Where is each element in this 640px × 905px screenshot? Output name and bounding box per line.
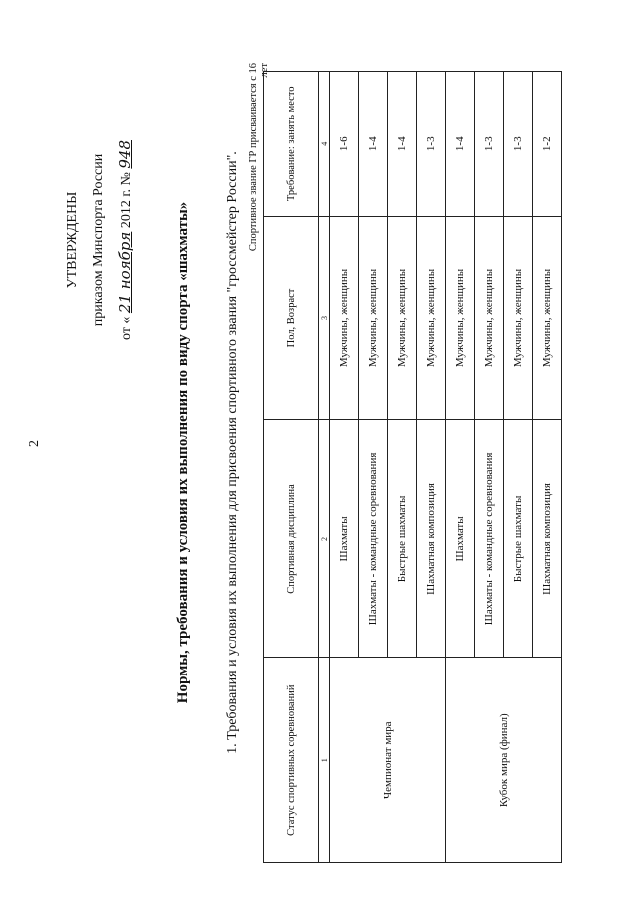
col-number: 2 [319, 420, 330, 658]
place-cell: 1-4 [359, 72, 388, 217]
place-cell: 1-3 [475, 72, 504, 217]
discipline-cell: Быстрые шахматы [504, 420, 533, 658]
date-year: 2012 г. № [119, 172, 134, 229]
discipline-cell: Быстрые шахматы [388, 420, 417, 658]
discipline-cell: Шахматы [446, 420, 475, 658]
place-cell: 1-3 [504, 72, 533, 217]
table-row [446, 72, 475, 863]
norms-table-wrap [263, 71, 562, 863]
gender-cell: Мужчины, женщины [504, 216, 533, 420]
place-cell: 1-4 [388, 72, 417, 217]
col-number: 3 [319, 216, 330, 420]
discipline-cell: Шахматы - командные соревнования [359, 420, 388, 658]
section-title: 1. Требования и условия их выполнения для присвоения спортивного звания "гроссмейстер России". [225, 151, 240, 754]
header-requirement: Требование: занять место [264, 72, 319, 217]
gender-cell: Мужчины, женщины [359, 216, 388, 420]
approval-date-line [112, 25, 140, 455]
gender-cell: Мужчины, женщины [475, 216, 504, 420]
date-handwritten: 21 ноября [116, 231, 134, 314]
gender-cell: Мужчины, женщины [388, 216, 417, 420]
discipline-cell: Шахматная композиция [417, 420, 446, 658]
place-cell: 1-6 [330, 72, 359, 217]
place-cell: 1-4 [446, 72, 475, 217]
header-gender-age: Пол, Возраст [264, 216, 319, 420]
header-status: Статус спортивных соревнований [264, 658, 319, 863]
approval-order-line: приказом Минспорта России [91, 153, 106, 327]
approval-block [60, 25, 140, 455]
discipline-cell: Шахматы - командные соревнования [475, 420, 504, 658]
status-cell: Чемпионат мира [330, 658, 446, 863]
gender-cell: Мужчины, женщины [533, 216, 562, 420]
place-cell: 1-3 [417, 72, 446, 217]
order-number: 948 [116, 140, 134, 169]
discipline-cell: Шахматы [330, 420, 359, 658]
table-row [330, 72, 359, 863]
date-prefix: от « [119, 316, 134, 340]
gender-cell: Мужчины, женщины [417, 216, 446, 420]
status-cell: Кубок мира (финал) [446, 658, 562, 863]
approval-heading: УТВЕРЖДЕНЫ [65, 191, 80, 289]
place-cell: 1-2 [533, 72, 562, 217]
gender-cell: Мужчины, женщины [330, 216, 359, 420]
gender-cell: Мужчины, женщины [446, 216, 475, 420]
document-title: Нормы, требования и условия их выполнения по виду спорта «шахматы» [175, 201, 191, 704]
col-number: 1 [319, 658, 330, 863]
page-number: 2 [27, 440, 42, 447]
discipline-cell: Шахматная композиция [533, 420, 562, 658]
header-discipline: Спортивная дисциплина [264, 420, 319, 658]
age-note: Спортивное звание ГР присваивается с 16 лет [248, 63, 270, 252]
norms-table [263, 71, 562, 863]
col-number: 4 [319, 72, 330, 217]
